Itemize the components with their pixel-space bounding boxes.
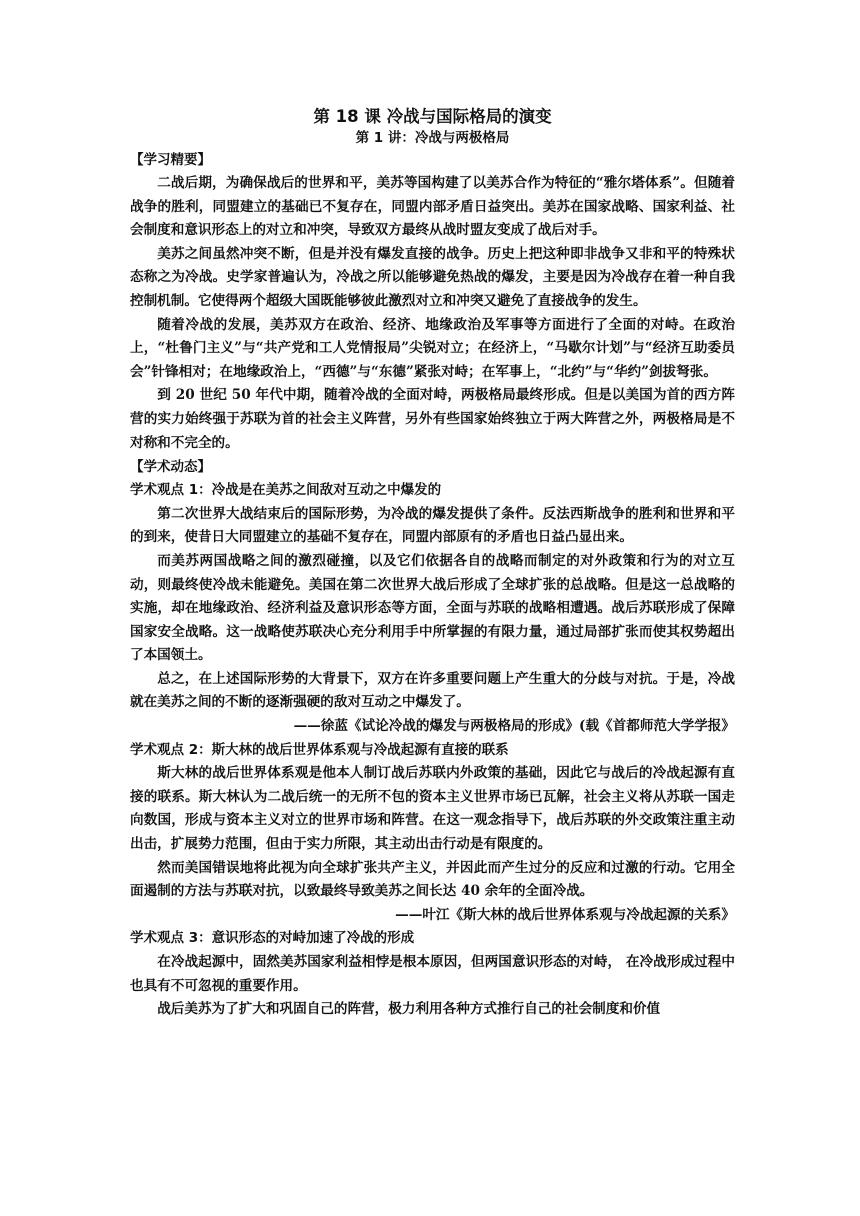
- paragraph: 到 20 世纪 50 年代中期，随着冷战的全面对峙，两极格局最终形成。但是以美国为首的西方阵营的实力始终强于苏联为首的社会主义阵营，另外有些国家始终独立于两大阵营之外，两极格局是不对称和不完全的。: [130, 387, 735, 451]
- viewpoint-2-label: 学术观点 2：斯大林的战后世界体系观与冷战起源有直接的联系: [130, 741, 509, 758]
- citation-source: ——徐蓝《试论冷战的爆发与两极格局的形成》(载《首都师范大学学报》: [293, 718, 735, 735]
- paragraph: 第二次世界大战结束后的国际形势，为冷战的爆发提供了条件。反法西斯战争的胜利和世界和平的到来，使昔日大同盟建立的基础不复存在，同盟内部原有的矛盾也日益凸显出来。: [130, 505, 735, 546]
- document-page: [130, 106, 735, 1022]
- paragraph: 总之，在上述国际形势的大背景下，双方在许多重要问题上产生重大的分歧与对抗。于是，冷战就在美苏之间的不断的逐渐强硬的敌对互动之中爆发了。: [130, 670, 735, 711]
- paragraph: 斯大林的战后世界体系观是他本人制订战后苏联内外政策的基础，因此它与战后的冷战起源有直接的联系。斯大林认为二战后统一的无所不包的资本主义世界市场已瓦解，社会主义将从苏联一国走向数国，形成与资本主义对立的世界市场和阵营。在这一观念指导下，战后苏联的外交政策注重主动出击，扩展势力范围，但由于实力所限，其主动出击行动是有限度的。: [130, 765, 735, 853]
- viewpoint-3-label: 学术观点 3：意识形态的对峙加速了冷战的形成: [130, 930, 415, 947]
- paragraph: 战后美苏为了扩大和巩固自己的阵营，极力利用各种方式推行自己的社会制度和价值: [157, 1001, 661, 1018]
- paragraph: 而美苏两国战略之间的激烈碰撞，以及它们依据各自的战略而制定的对外政策和行为的对立互动，则最终使冷战未能避免。美国在第二次世界大战后形成了全球扩张的总战略。但是这一总战略的实施，却在地缘政治、经济利益及意识形态等方面，全面与苏联的战略相遭遇。战后苏联形成了保障国家安全战略。这一战略使苏联决心充分利用手中所掌握的有限力量，通过局部扩张而使其权势超出了本国领土。: [130, 552, 735, 664]
- lecture-subtitle: 第 1 讲：冷战与两极格局: [355, 130, 510, 146]
- section-heading-study-essentials: 【学习精要】: [130, 152, 211, 168]
- section-heading-academic-trends: 【学术动态】: [130, 459, 211, 476]
- lesson-title: 第 18 课 冷战与国际格局的演变: [313, 107, 552, 126]
- paragraph: 随着冷战的发展，美苏双方在政治、经济、地缘政治及军事等方面进行了全面的对峙。在政治上，“杜鲁门主义”与“共产党和工人党情报局”尖锐对立；在经济上，“马歇尔计划”与“经济互助委员会”针锋相对；在地缘政治上，“西德”与“东德”紧张对峙；在军事上，“北约”与“华约”剑拔弩张。: [130, 316, 735, 380]
- paragraph: 美苏之间虽然冲突不断，但是并没有爆发直接的战争。历史上把这种即非战争又非和平的特殊状态称之为冷战。史学家普遍认为，冷战之所以能够避免热战的爆发，主要是因为冷战存在着一种自我控制机制。它使得两个超级大国既能够彼此激烈对立和冲突又避免了直接战争的发生。: [130, 245, 735, 309]
- paragraph: 然而美国错误地将此视为向全球扩张共产主义，并因此而产生过分的反应和过激的行动。它用全面遏制的方法与苏联对抗，以致最终导致美苏之间长达 40 余年的全面冷战。: [130, 859, 735, 900]
- citation-source: ——叶江《斯大林的战后世界体系观与冷战起源的关系》: [395, 906, 735, 923]
- viewpoint-1-label: 学术观点 1：冷战是在美苏之间敌对互动之中爆发的: [130, 482, 442, 499]
- paragraph: 在冷战起源中，固然美苏国家利益相悖是根本原因，但两国意识形态的对峙， 在冷战形成过程中也具有不可忽视的重要作用。: [130, 954, 735, 994]
- paragraph: 二战后期，为确保战后的世界和平，美苏等国构建了以美苏合作为特征的“雅尔塔体系”。但随着战争的胜利，同盟建立的基础已不复存在，同盟内部矛盾日益突出。美苏在国家战略、国家利益、社会制度和意识形态上的对立和冲突，导致双方最终从战时盟友变成了战后对手。: [130, 175, 735, 239]
